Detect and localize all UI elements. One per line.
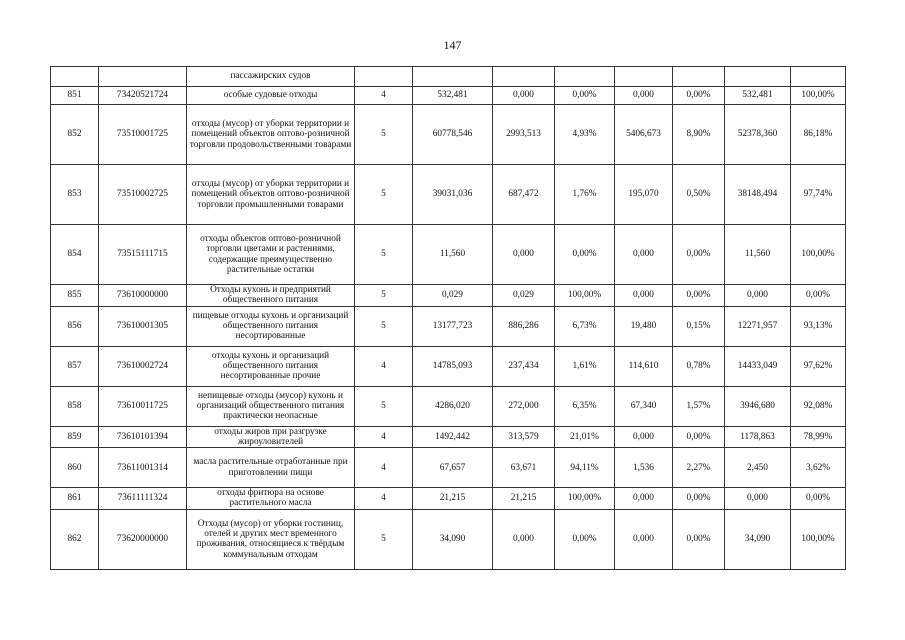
neutralized-percent: 0,15% [673,306,725,346]
waste-name: Отходы (мусор) от уборки гостиниц, отелей и других мест временного проживания, относящиеся к твёрдым коммунальным отходам [187,509,355,569]
placed-amount: 12271,957 [725,306,791,346]
table-row [51,306,846,346]
formed-amount: 0,029 [413,285,493,307]
utilized-amount: 886,286 [493,306,555,346]
utilized-percent: 1,61% [555,346,615,386]
table-row [51,509,846,569]
hazard-class: 4 [355,346,413,386]
neutralized-amount: 67,340 [615,386,673,426]
hazard-class: 5 [355,509,413,569]
formed-amount [413,67,493,87]
placed-percent: 92,08% [791,386,846,426]
neutralized-amount [615,67,673,87]
neutralized-amount: 1,536 [615,448,673,488]
waste-name: отходы (мусор) от уборки территории и помещений объектов оптово-розничной торговли продовольственными товарами [187,105,355,165]
row-number: 859 [51,426,99,448]
formed-amount: 60778,546 [413,105,493,165]
table-row [51,285,846,307]
hazard-class: 5 [355,165,413,225]
hazard-class: 5 [355,225,413,285]
waste-table [50,66,846,570]
utilized-percent: 6,35% [555,386,615,426]
utilized-amount: 63,671 [493,448,555,488]
neutralized-percent: 0,00% [673,426,725,448]
neutralized-percent: 1,57% [673,386,725,426]
row-number: 852 [51,105,99,165]
neutralized-percent: 0,00% [673,87,725,105]
hazard-class: 4 [355,87,413,105]
row-number: 860 [51,448,99,488]
waste-name: отходы кухонь и организаций общественного питания несортированные прочие [187,346,355,386]
neutralized-percent: 0,00% [673,509,725,569]
waste-code: 73515111715 [99,225,187,285]
waste-code: 73620000000 [99,509,187,569]
utilized-percent: 0,00% [555,225,615,285]
waste-code: 73510001725 [99,105,187,165]
waste-code: 73611001314 [99,448,187,488]
placed-percent: 100,00% [791,509,846,569]
table-row [51,426,846,448]
waste-name: особые судовые отходы [187,87,355,105]
neutralized-percent: 0,00% [673,285,725,307]
waste-name: непищевые отходы (мусор) кухонь и организаций общественного питания практически неопасные [187,386,355,426]
table-row [51,346,846,386]
formed-amount: 11,560 [413,225,493,285]
hazard-class: 5 [355,285,413,307]
hazard-class: 4 [355,448,413,488]
neutralized-percent: 2,27% [673,448,725,488]
neutralized-percent: 0,00% [673,488,725,510]
placed-amount: 34,090 [725,509,791,569]
utilized-percent: 0,00% [555,509,615,569]
placed-amount: 14433,049 [725,346,791,386]
formed-amount: 1492,442 [413,426,493,448]
waste-code: 73420521724 [99,87,187,105]
placed-amount: 0,000 [725,488,791,510]
neutralized-percent [673,67,725,87]
placed-amount [725,67,791,87]
neutralized-amount: 5406,673 [615,105,673,165]
row-number: 853 [51,165,99,225]
waste-name: отходы объектов оптово-розничной торговли цветами и растениями, содержащие преимущественно растительные остатки [187,225,355,285]
placed-percent: 97,62% [791,346,846,386]
neutralized-amount: 19,480 [615,306,673,346]
placed-percent: 78,99% [791,426,846,448]
utilized-percent: 1,76% [555,165,615,225]
row-number: 856 [51,306,99,346]
utilized-amount: 0,000 [493,225,555,285]
utilized-percent: 4,93% [555,105,615,165]
utilized-amount: 0,000 [493,509,555,569]
hazard-class: 5 [355,386,413,426]
table-row [51,87,846,105]
waste-code [99,67,187,87]
hazard-class: 4 [355,488,413,510]
placed-amount: 2,450 [725,448,791,488]
placed-percent: 93,13% [791,306,846,346]
utilized-amount: 313,579 [493,426,555,448]
formed-amount: 13177,723 [413,306,493,346]
neutralized-amount: 0,000 [615,87,673,105]
utilized-amount: 687,472 [493,165,555,225]
row-number: 854 [51,225,99,285]
placed-amount: 1178,863 [725,426,791,448]
table-row [51,105,846,165]
row-number: 855 [51,285,99,307]
neutralized-amount: 114,610 [615,346,673,386]
waste-name: отходы (мусор) от уборки территории и помещений объектов оптово-розничной торговли промышленными товарами [187,165,355,225]
placed-percent [791,67,846,87]
placed-amount: 3946,680 [725,386,791,426]
waste-name: масла растительные отработанные при приготовлении пищи [187,448,355,488]
row-number: 861 [51,488,99,510]
row-number: 862 [51,509,99,569]
hazard-class: 5 [355,105,413,165]
hazard-class: 4 [355,426,413,448]
formed-amount: 21,215 [413,488,493,510]
waste-name: пищевые отходы кухонь и организаций общественного питания несортированные [187,306,355,346]
table-row [51,448,846,488]
neutralized-amount: 0,000 [615,426,673,448]
utilized-amount: 272,000 [493,386,555,426]
formed-amount: 4286,020 [413,386,493,426]
table-body [51,67,846,570]
neutralized-amount: 195,070 [615,165,673,225]
placed-amount: 11,560 [725,225,791,285]
waste-name: отходы фритюра на основе растительного масла [187,488,355,510]
formed-amount: 34,090 [413,509,493,569]
table-row [51,67,846,87]
waste-code: 73610000000 [99,285,187,307]
waste-code: 73611111324 [99,488,187,510]
row-number: 858 [51,386,99,426]
waste-code: 73510002725 [99,165,187,225]
placed-percent: 86,18% [791,105,846,165]
placed-percent: 3,62% [791,448,846,488]
hazard-class [355,67,413,87]
formed-amount: 532,481 [413,87,493,105]
utilized-amount: 21,215 [493,488,555,510]
neutralized-percent: 0,78% [673,346,725,386]
utilized-percent: 94,11% [555,448,615,488]
utilized-percent: 6,73% [555,306,615,346]
table-row [51,386,846,426]
waste-name: пассажирских судов [187,67,355,87]
utilized-percent: 21,01% [555,426,615,448]
neutralized-amount: 0,000 [615,285,673,307]
neutralized-amount: 0,000 [615,488,673,510]
placed-percent: 100,00% [791,87,846,105]
row-number: 857 [51,346,99,386]
placed-percent: 97,74% [791,165,846,225]
formed-amount: 39031,036 [413,165,493,225]
utilized-amount: 2993,513 [493,105,555,165]
neutralized-percent: 0,00% [673,225,725,285]
utilized-percent [555,67,615,87]
neutralized-amount: 0,000 [615,225,673,285]
utilized-amount: 0,029 [493,285,555,307]
utilized-amount: 0,000 [493,87,555,105]
utilized-percent: 0,00% [555,87,615,105]
utilized-amount [493,67,555,87]
row-number [51,67,99,87]
hazard-class: 5 [355,306,413,346]
table-row [51,488,846,510]
placed-amount: 52378,360 [725,105,791,165]
waste-name: Отходы кухонь и предприятий общественного питания [187,285,355,307]
waste-code: 73610001305 [99,306,187,346]
page-number: 147 [443,38,462,52]
placed-percent: 0,00% [791,488,846,510]
neutralized-amount: 0,000 [615,509,673,569]
utilized-percent: 100,00% [555,488,615,510]
placed-percent: 0,00% [791,285,846,307]
placed-amount: 532,481 [725,87,791,105]
waste-code: 73610101394 [99,426,187,448]
formed-amount: 67,657 [413,448,493,488]
placed-amount: 0,000 [725,285,791,307]
placed-percent: 100,00% [791,225,846,285]
row-number: 851 [51,87,99,105]
neutralized-percent: 0,50% [673,165,725,225]
table-row [51,165,846,225]
placed-amount: 38148,494 [725,165,791,225]
utilized-amount: 237,434 [493,346,555,386]
formed-amount: 14785,093 [413,346,493,386]
utilized-percent: 100,00% [555,285,615,307]
waste-code: 73610002724 [99,346,187,386]
waste-code: 73610011725 [99,386,187,426]
table-row [51,225,846,285]
neutralized-percent: 8,90% [673,105,725,165]
waste-name: отходы жиров при разгрузке жироуловителей [187,426,355,448]
